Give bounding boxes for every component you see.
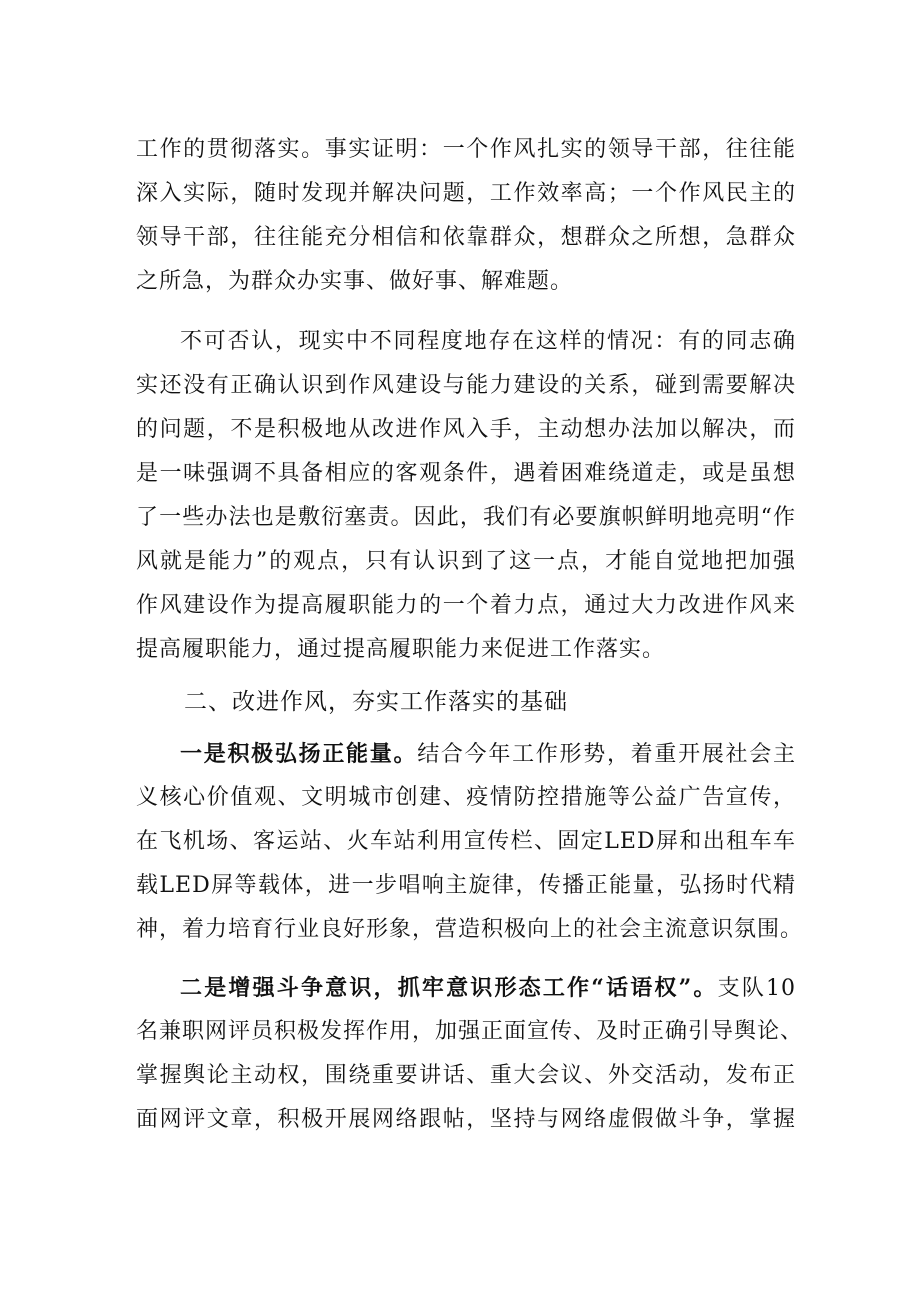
text-line: 不可否认，现实中不同程度地存在这样的情况：有的同志确 [180, 329, 796, 354]
paragraph-3 [136, 732, 804, 952]
text-line: 提高履职能力，通过提高履职能力来促进工作落实。 [136, 637, 666, 662]
text-line: 了一些办法也是敷衍塞责。因此，我们有必要旗帜鲜明地亮明“作 [136, 505, 796, 530]
paragraph-4 [136, 966, 804, 1142]
text-line-first [136, 732, 796, 776]
text-line: 神，着力培育行业良好形象，营造积极向上的社会主流意识氛围。 [136, 917, 804, 942]
text-line: 面网评文章，积极开展网络跟帖，坚持与网络虚假做斗争，掌握 [136, 1107, 796, 1132]
text-line: 掌握舆论主动权，围绕重要讲话、重大会议、外交活动，发布正 [136, 1063, 796, 1088]
text-line: 作风建设作为提高履职能力的一个着力点，通过大力改进作风来 [136, 593, 796, 618]
section-heading: 二、改进作风，夯实工作落实的基础 [184, 689, 568, 715]
paragraph-1 [136, 128, 796, 304]
text-line: 深入实际，随时发现并解决问题，工作效率高；一个作风民主的 [136, 181, 796, 206]
text-line: 义核心价值观、文明城市创建、疫情防控措施等公益广告宣传， [136, 785, 796, 810]
bold-lead: 二是增强斗争意识，抓牢意识形态工作“话语权”。 [180, 975, 718, 1001]
paragraph-2 [136, 320, 796, 672]
text-line: 是一味强调不具备相应的客观条件，遇着困难绕道走，或是虽想 [136, 461, 796, 486]
text-run: 结合今年工作形势，着重开展社会主 [417, 742, 796, 767]
text-run: 支队10 [717, 976, 796, 1001]
text-line: 领导干部，往往能充分相信和依靠群众，想群众之所想，急群众 [136, 225, 796, 250]
text-line: 实还没有正确认识到作风建设与能力建设的关系，碰到需要解决 [136, 373, 796, 398]
text-line: 风就是能力”的观点，只有认识到了这一点，才能自觉地把加强 [136, 549, 796, 574]
text-line: 载LED屏等载体，进一步唱响主旋律，传播正能量，弘扬时代精 [136, 873, 796, 898]
text-line-first [136, 966, 796, 1010]
text-line: 的问题，不是积极地从改进作风入手，主动想办法加以解决，而 [136, 417, 796, 442]
text-line: 在飞机场、客运站、火车站利用宣传栏、固定LED屏和出租车车 [136, 829, 796, 854]
text-line: 工作的贯彻落实。事实证明：一个作风扎实的领导干部，往往能 [136, 137, 796, 162]
text-line: 之所急，为群众办实事、做好事、解难题。 [136, 269, 574, 294]
bold-lead: 一是积极弘扬正能量。 [180, 741, 418, 767]
text-line: 名兼职网评员积极发挥作用，加强正面宣传、及时正确引导舆论、 [136, 1019, 804, 1044]
